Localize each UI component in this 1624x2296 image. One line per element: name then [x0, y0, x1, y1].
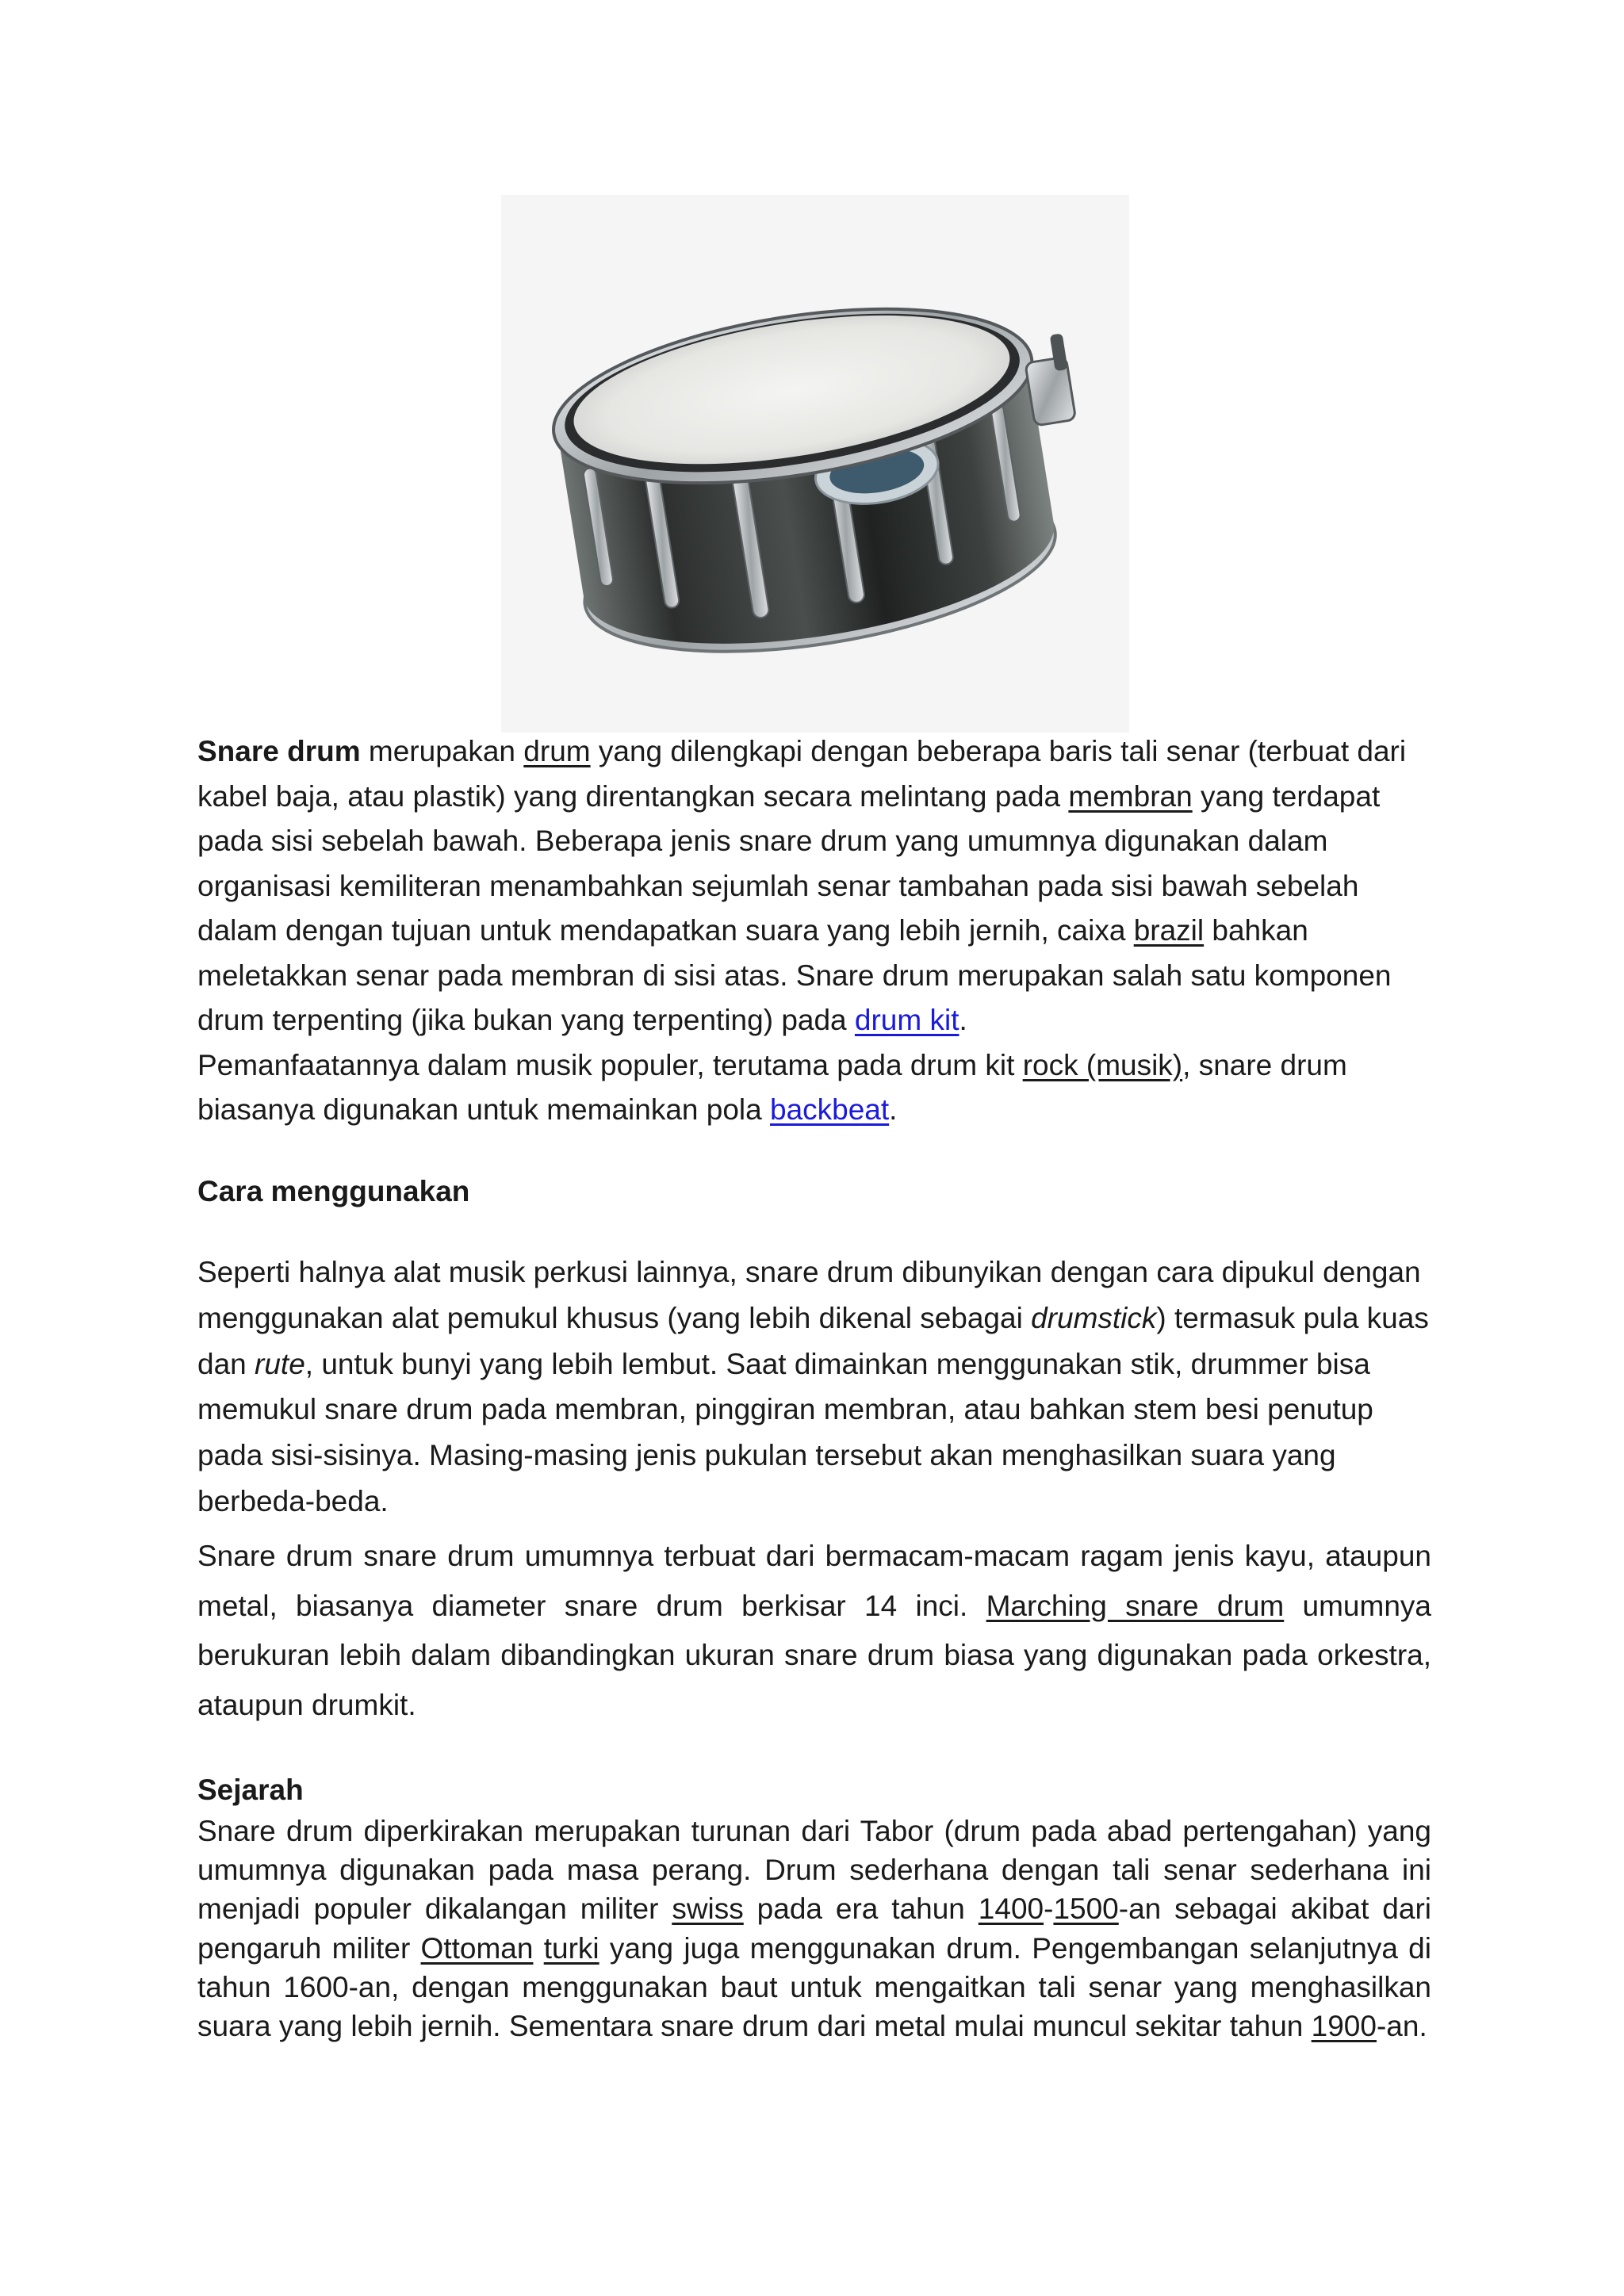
link-drum-kit[interactable]: drum kit — [854, 1004, 959, 1036]
snare-drum-image — [501, 195, 1129, 733]
link-turki[interactable]: turki — [543, 1931, 599, 1965]
term-drumstick: drumstick — [1031, 1301, 1157, 1334]
link-backbeat[interactable]: backbeat — [770, 1093, 890, 1126]
term-rute: rute — [255, 1347, 305, 1380]
cara-paragraph-1: Seperti halnya alat musik perkusi lainnya, snare drum dibunyikan dengan cara dipukul dengan menggunakan alat pemukul khusus (yang lebih dikenal sebagai drumstick) termasuk pula kuas dan rute, untuk bunyi yang lebih lembut. Saat dimainkan menggunakan stik, drummer bisa memukul snare drum pada membran, pinggiran membran, atau bahkan stem besi penutup pada sisi-sisinya. Masing-masing jenis pukulan tersebut akan menghasilkan suara yang berbeda-beda. — [197, 1256, 1429, 1517]
term-snare-drum: Snare drum — [197, 735, 361, 767]
link-rock-musik[interactable]: rock (musik) — [1022, 1048, 1183, 1081]
link-ottoman[interactable]: Ottoman — [420, 1931, 534, 1965]
heading-cara-menggunakan: Cara menggunakan — [197, 1175, 470, 1207]
link-membran[interactable]: membran — [1068, 779, 1193, 813]
link-marching-snare-drum[interactable]: Marching snare drum — [986, 1589, 1285, 1622]
cara-paragraph-2: Snare drum snare drum umumnya terbuat dari bermacam-macam ragam jenis kayu, ataupun metal, biasanya diameter snare drum berkisar 14 inci. Marching snare drum umumnya berukuran lebih dalam dibandingkan ukuran snare drum biasa yang digunakan pada orkestra, ataupun drumkit. — [197, 1540, 1431, 1721]
link-1400[interactable]: 1400 — [978, 1892, 1044, 1926]
sejarah-paragraph: Snare drum diperkirakan merupakan turunan dari Tabor (drum pada abad pertengahan) yang umumnya digunakan pada masa perang. Drum sederhana dengan tali senar sederhana ini menjadi populer dikalangan militer swiss pada era tahun 1400-1500-an sebagai akibat dari pengaruh militer Ottoman turki yang juga menggunakan drum. Pengembangan selanjutnya di tahun 1600-an, dengan menggunakan baut untuk mengaitkan tali senar yang menghasilkan suara yang lebih jernih. Sementara snare drum dari metal mulai muncul sekitar tahun 1900-an. — [197, 1815, 1432, 2043]
link-brazil[interactable]: brazil — [1133, 914, 1205, 947]
link-1500[interactable]: 1500 — [1053, 1892, 1119, 1926]
intro-paragraph: Snare drum merupakan drum yang dilengkapi dengan beberapa baris tali senar (terbuat dari kabel baja, atau plastik) yang direntangkan secara melintang pada membran yang terdapat pada sisi sebelah bawah. Beberapa jenis snare drum yang umumnya digunakan dalam organisasi kemiliteran menambahkan sejumlah senar tambahan pada sisi bawah sebelah dalam dengan tujuan untuk mendapatkan suara yang lebih jernih, caixa brazil bahkan meletakkan senar pada membran di sisi atas. Snare drum merupakan salah satu komponen drum terpenting (jika bukan yang terpenting) pada drum kit. Pemanfaatannya dalam musik populer, terutama pada drum kit rock (musik), snare drum biasanya digunakan untuk memainkan pola backbeat. — [197, 735, 1407, 1126]
heading-sejarah: Sejarah — [197, 1774, 304, 1806]
link-1900[interactable]: 1900 — [1311, 2010, 1377, 2043]
link-swiss[interactable]: swiss — [672, 1892, 744, 1926]
link-drum[interactable]: drum — [523, 735, 591, 767]
